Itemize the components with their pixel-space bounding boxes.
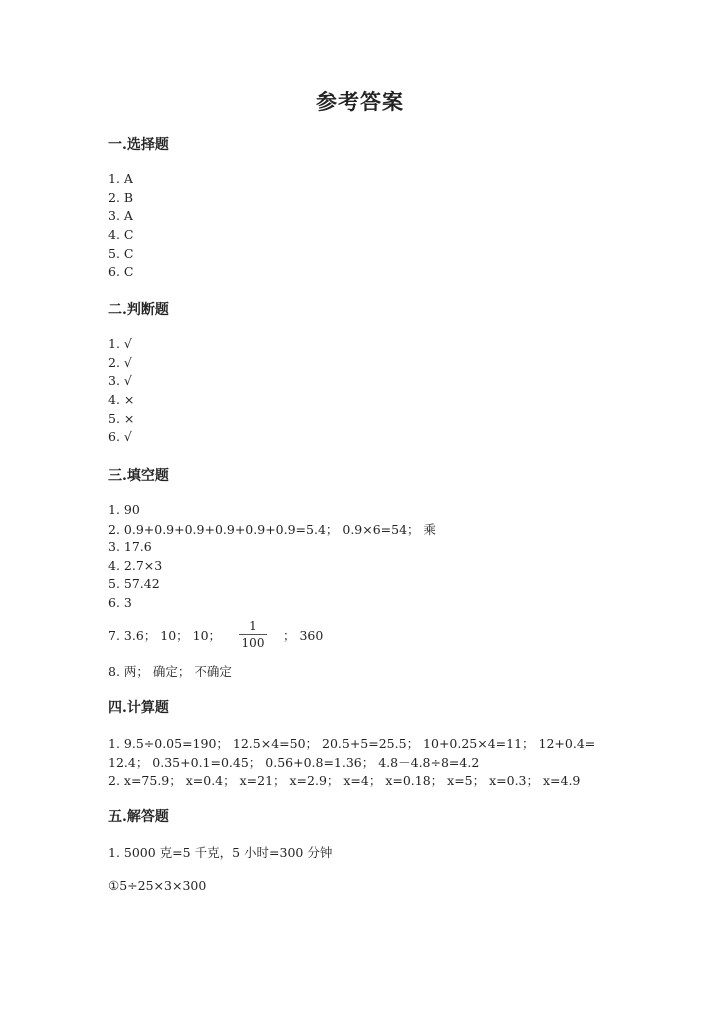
answer-line: 6. √ [108,429,132,444]
answer-line: 6. C [108,264,134,279]
answer-line: 2. 0.9+0.9+0.9+0.9+0.9+0.9=5.4； 0.9×6=54； 乘 [108,522,437,537]
section-heading-fill: 三.填空题 [108,468,169,484]
answer-line: 1. 9.5÷0.05=190； 12.5×4=50； 20.5+5=25.5； 10+0.25×4=11； 12+0.4= [108,736,596,751]
answer-line: 7. 3.6； 10； 10； [108,628,222,643]
fraction-numerator: 1 [249,619,257,633]
answer-line: 12.4； 0.35+0.1=0.45； 0.56+0.8=1.36； 4.8－4.8÷8=4.2 [108,755,480,770]
answer-line: 5. 57.42 [108,576,160,591]
answer-line: 8. 两； 确定； 不确定 [108,664,232,679]
answer-line: 3. 17.6 [108,539,152,554]
answer-line: 4. 2.7×3 [108,558,163,573]
answer-line: 3. A [108,208,133,223]
section-heading-calc: 四.计算题 [108,700,169,716]
answer-line: 2. x=75.9； x=0.4； x=21； x=2.9； x=4； x=0.18； x=5； x=0.3； x=4.9 [108,773,581,788]
answer-line-tail: ； 360 [283,628,324,643]
answer-line: 1. A [108,171,133,186]
answer-line: 2. √ [108,355,132,370]
answer-line: 1. 5000 克=5 千克，5 小时=300 分钟 [108,845,333,860]
answer-line: 3. √ [108,373,132,388]
answer-line: ①5÷25×3×300 [108,878,207,893]
answer-line: 5. C [108,246,134,261]
section-heading-solve: 五.解答题 [108,809,169,825]
fraction [238,619,268,650]
answer-line: 4. C [108,227,134,242]
section-heading-judge: 二.判断题 [108,302,169,318]
answer-line: 1. √ [108,336,132,351]
fraction-denominator: 100 [241,636,265,650]
section-heading-choice: 一.选择题 [108,137,169,153]
answer-line: 2. B [108,190,134,205]
answer-line: 1. 90 [108,502,140,517]
answer-line: 4. × [108,392,135,407]
answer-line: 6. 3 [108,595,132,610]
answer-line: 5. × [108,411,135,426]
page-title: 参考答案 [316,89,404,114]
